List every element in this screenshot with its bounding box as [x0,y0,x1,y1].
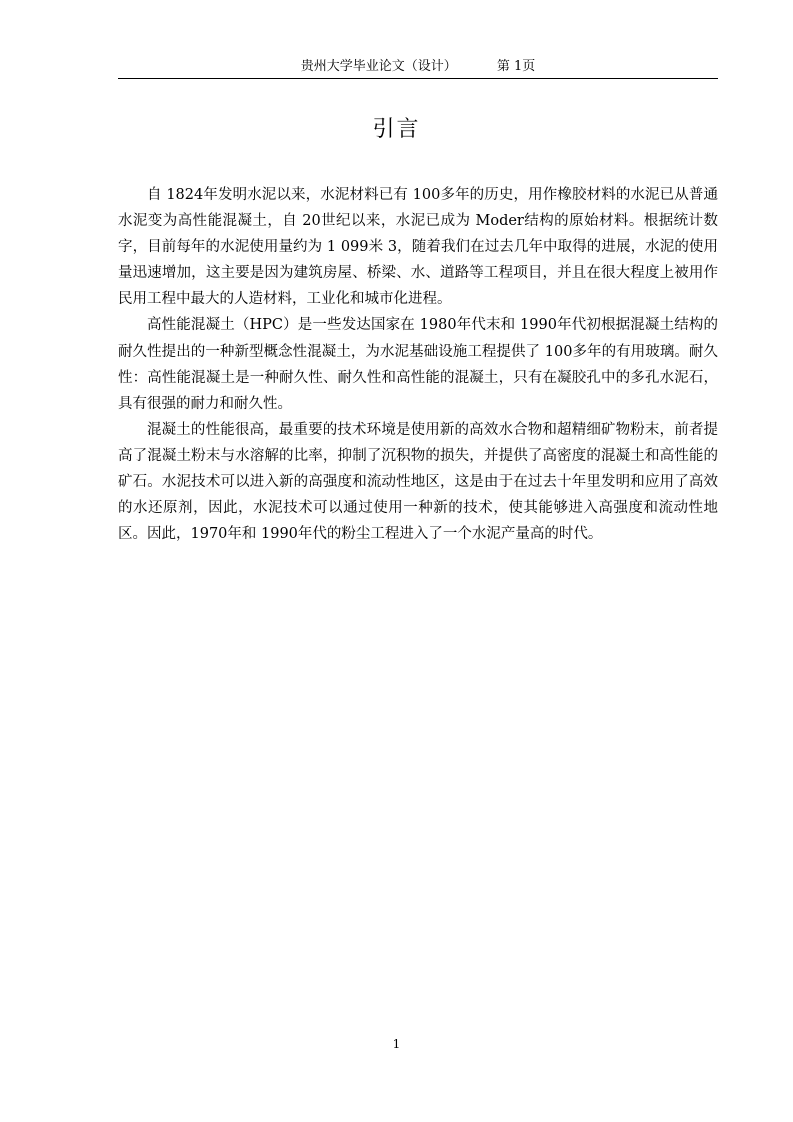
section-title: 引言 [372,117,421,142]
running-header [118,57,718,77]
paragraph: 混凝土的性能很高，最重要的技术环境是使用新的高效水合物和超精细矿物粉末，前者提高了混凝土粉末与水溶解的比率，抑制了沉积物的损失，并提供了高密度的混凝土和高性能的矿石。水泥技术可以进入新的高强度和流动性地区，这是由于在过去十年里发明和应用了高效的水还原剂，因此，水泥技术可以通过使用一种新的技术，使其能够进入高强度和流动性地区。因此，1970年和 1990年代的粉尘工程进入了一个水泥产量高的时代。 [118,421,718,543]
body-text [118,182,718,547]
page-number: 1 [392,1037,401,1051]
paragraph: 自 1824年发明水泥以来，水泥材料已有 100多年的历史，用作橡胶材料的水泥已从普通水泥变为高性能混凝土，自 20世纪以来，水泥已成为 Moder结构的原始材料。根据统计数字，目前每年的水泥使用量约为 1 099米 3，随着我们在过去几年中取得的进展，水泥的使用量迅速增加，这主要是因为建筑房屋、桥梁、水、道路等工程项目，并且在很大程度上被用作民用工程中最大的人造材料，工业化和城市化进程。 [118,187,718,308]
paragraph: 高性能混凝土（HPC）是一些发达国家在 1980年代末和 1990年代初根据混凝土结构的耐久性提出的一种新型概念性混凝土，为水泥基础设施工程提供了 100多年的有用玻璃。耐久性：高性能混凝土是一种耐久性、耐久性和高性能的混凝土，只有在凝胶孔中的多孔水泥石，具有很强的耐力和耐久性。 [118,317,718,412]
header-page-label: 第 1页 [496,59,536,74]
header-school-title: 贵州大学毕业论文（设计） [300,59,457,74]
header-rule [118,78,718,79]
